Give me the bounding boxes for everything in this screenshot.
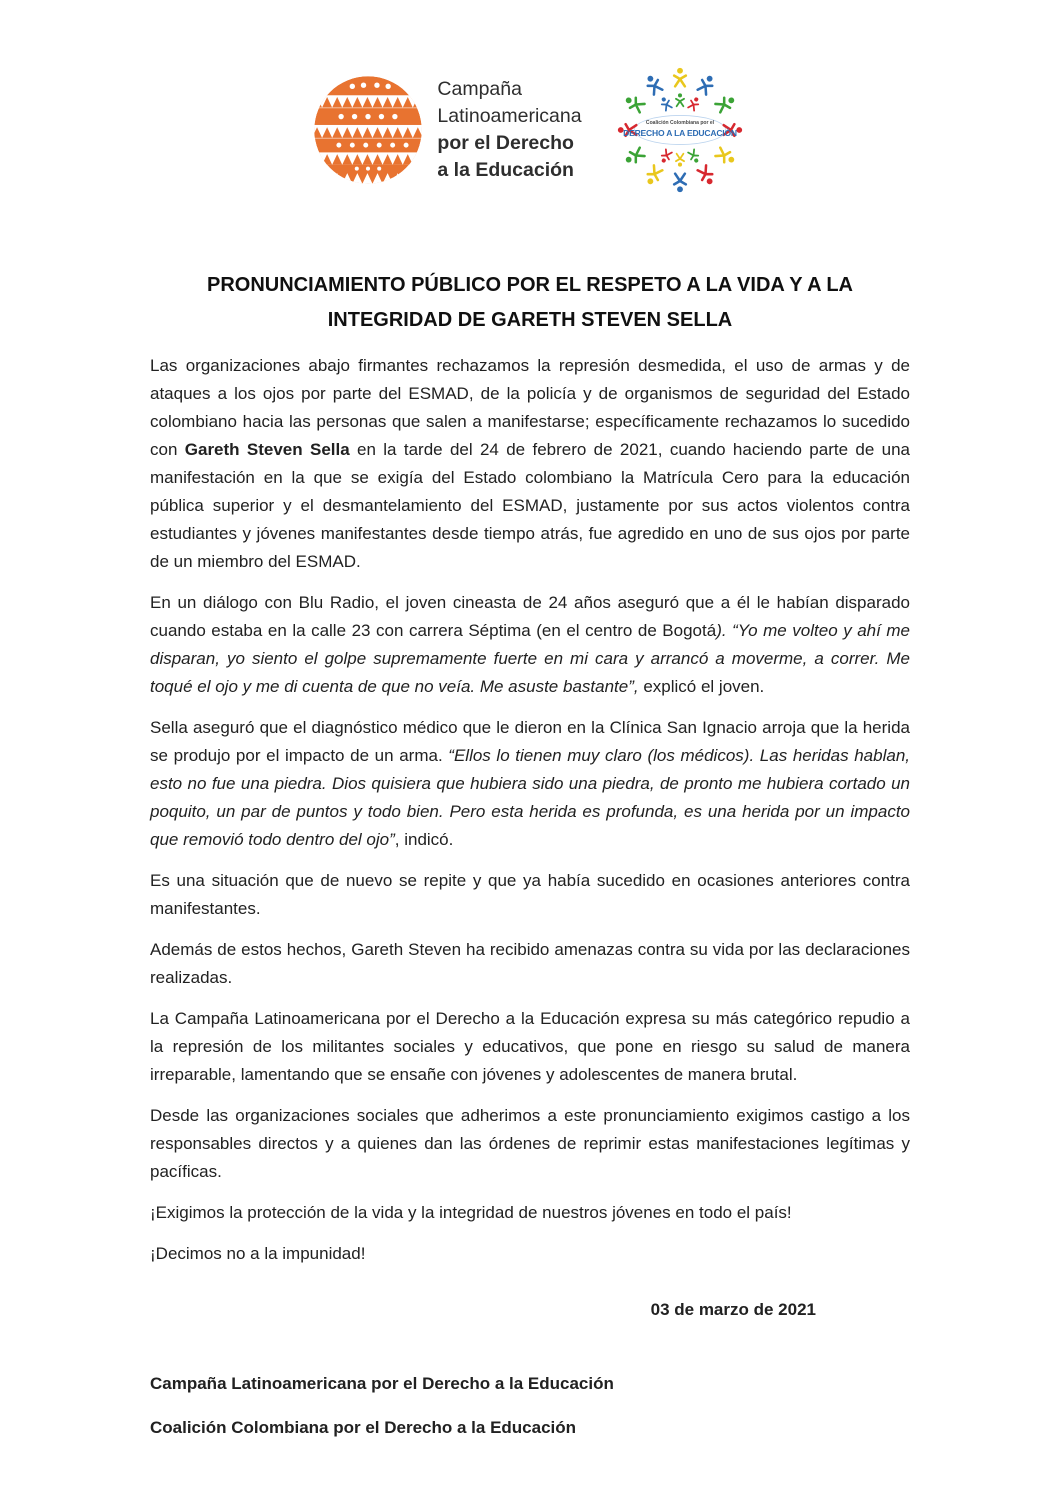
paragraph-1-bold-name: Gareth Steven Sella bbox=[184, 440, 350, 459]
paragraph-6: La Campaña Latinoamericana por el Derecho a la Educación expresa su más categórico repudio a la represión de los militantes sociales y educativos, que pone en riesgo su salud de manera irreparable, lamentando que se ensañe con jóvenes y adolescentes de manera brutal. bbox=[150, 1009, 910, 1084]
clade-text-line-2: Latinoamericana bbox=[437, 105, 582, 127]
paragraph-9-exclamation: ¡Decimos no a la impunidad! bbox=[150, 1244, 366, 1263]
paragraph-1-text-end: en la tarde del 24 de febrero de 2021, cuando haciendo parte de una manifestación en la que se exigía del Estado colombiano la Matrícula Cero para la educación pública superior y el desmantelamiento del ESMAD, justamente por sus actos violentos contra estudiantes y jóvenes manifestantes desde tiempo atrás, fue agredido en uno de sus ojos por parte de un miembro del ESMAD. bbox=[150, 440, 910, 571]
signature-clade: Campaña Latinoamericana por el Derecho a la Educación bbox=[150, 1374, 614, 1393]
paragraph-2-text-end: explicó el joven. bbox=[638, 677, 765, 696]
coalition-logo-main-text: DERECHO A LA EDUCACIÓN bbox=[622, 127, 737, 138]
signature-coalition: Coalición Colombiana por el Derecho a la Educación bbox=[150, 1418, 577, 1437]
clade-logo bbox=[312, 74, 581, 186]
paragraph-1-text: Las organizaciones abajo firmantes rechazamos la represión desmedida, el uso de armas y de ataques a los ojos por parte del ESMAD, de la policía y de organismos de seguridad del Estado colombiano hacia las personas que salen a manifestarse; específicamente rechazamos lo sucedido con bbox=[150, 356, 910, 459]
date-text: 03 de marzo de 2021 bbox=[650, 1300, 816, 1319]
coalition-logo-icon bbox=[612, 62, 748, 198]
paragraph-3-text: Sella aseguró que el diagnóstico médico que le dieron en la Clínica San Ignacio arroja que la herida se produjo por el impacto de un arma. bbox=[150, 718, 910, 765]
paragraph-1 bbox=[150, 352, 910, 576]
clade-text-line-1: Campaña bbox=[437, 78, 522, 100]
coalition-logo-small-text: Coalición Colombiana por el bbox=[645, 120, 714, 127]
header-logos bbox=[150, 62, 910, 198]
clade-logo-text bbox=[437, 76, 581, 184]
clade-emblem-icon bbox=[312, 74, 424, 186]
document-body bbox=[150, 268, 910, 1442]
clade-text-line-4: a la Educación bbox=[437, 159, 574, 181]
clade-text-line-3: por el Derecho bbox=[437, 132, 574, 154]
date-line bbox=[150, 1296, 910, 1324]
document-title bbox=[150, 268, 910, 338]
paragraph-3-quote: “Ellos lo tienen muy claro (los médicos). Las heridas hablan, esto no fue una piedra. Dios quisiera que hubiera sido una piedra, de pronto me hubiera cortado un poquito, un par de puntos y todo bien. Pero esta herida es profunda, es una herida por un impacto que removió todo dentro del ojo” bbox=[150, 746, 910, 849]
paragraph-7: Desde las organizaciones sociales que adherimos a este pronunciamiento exigimos castigo a los responsables directos y a quienes dan las órdenes de reprimir estas manifestaciones legítimas y pacíficas. bbox=[150, 1106, 910, 1181]
paragraph-5: Además de estos hechos, Gareth Steven ha recibido amenazas contra su vida por las declaraciones realizadas. bbox=[150, 940, 910, 987]
title-line-1: PRONUNCIAMIENTO PÚBLICO POR EL RESPETO A LA VIDA Y A LA bbox=[207, 274, 853, 296]
paragraph-4: Es una situación que de nuevo se repite y que ya había sucedido en ocasiones anteriores contra manifestantes. bbox=[150, 871, 910, 918]
paragraph-2-quote: ). “Yo me volteo y ahí me disparan, yo siento el golpe supremamente fuerte en mi cara y arrancó a moverme, a correr. Me toqué el ojo y me di cuenta de que no veía. Me asuste bastante”, bbox=[150, 621, 911, 696]
paragraph-3 bbox=[150, 714, 910, 854]
title-line-2: INTEGRIDAD DE GARETH STEVEN SELLA bbox=[327, 309, 733, 331]
paragraph-3-text-end: , indicó. bbox=[394, 830, 454, 849]
paragraph-2 bbox=[150, 589, 910, 701]
paragraph-8-exclamation: ¡Exigimos la protección de la vida y la integridad de nuestros jóvenes en todo el país! bbox=[150, 1203, 792, 1222]
paragraph-2-text: En un diálogo con Blu Radio, el joven cineasta de 24 años aseguró que a él le habían disparado cuando estaba en la calle 23 con carrera Séptima (en el centro de Bogotá bbox=[150, 593, 910, 640]
